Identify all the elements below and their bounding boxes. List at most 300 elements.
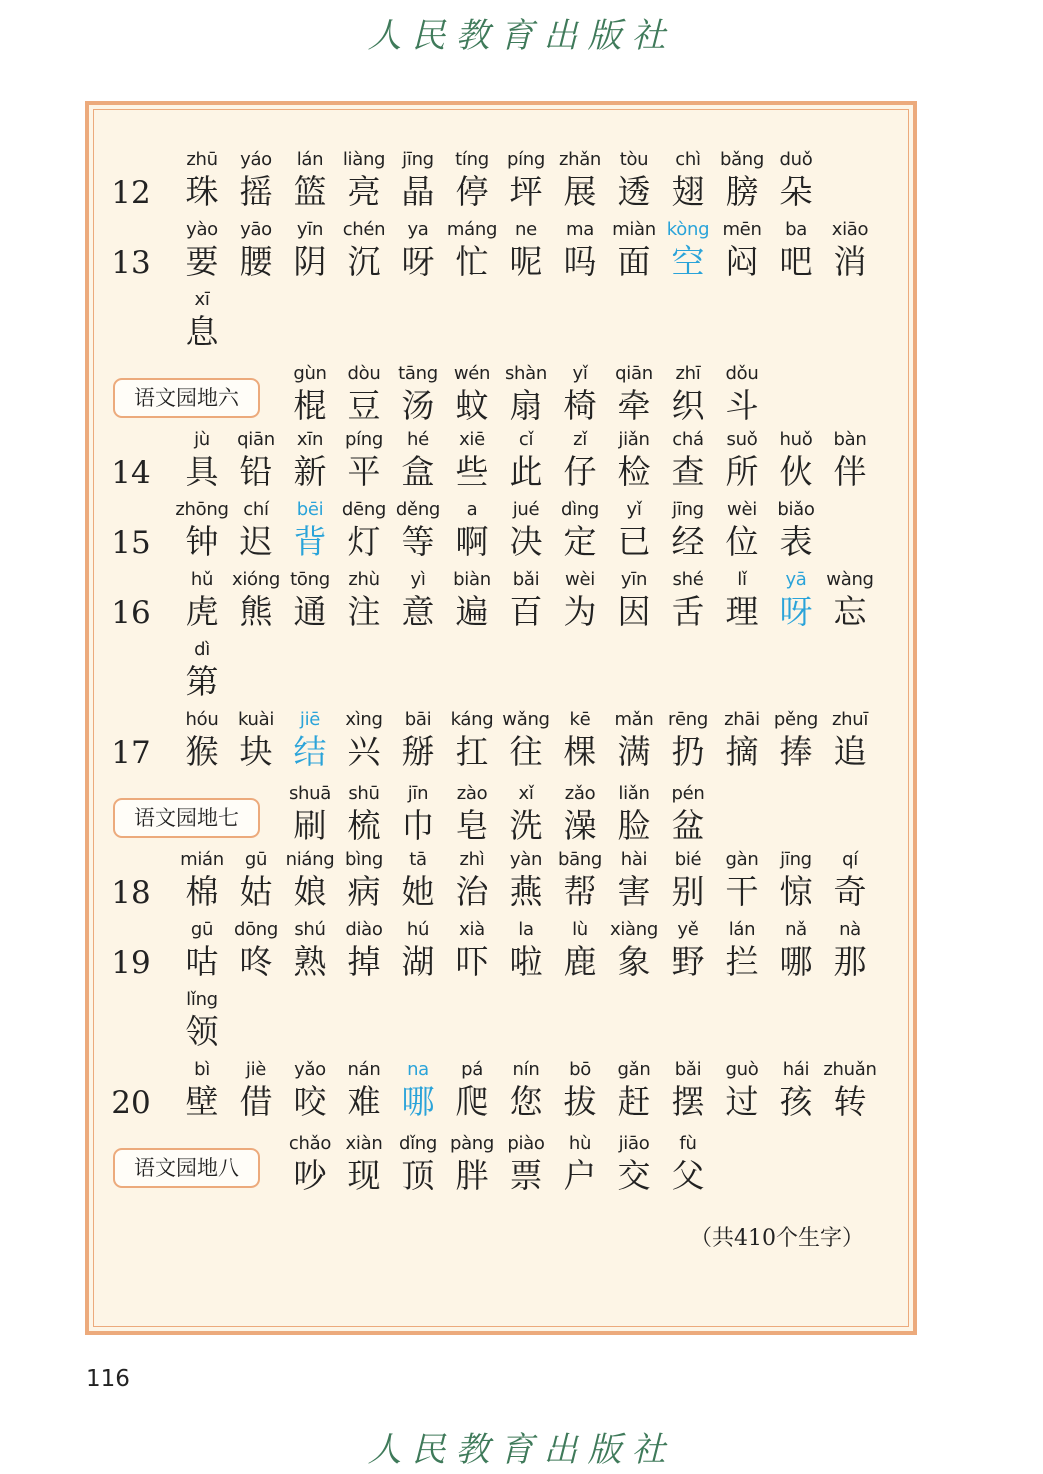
character-entry bbox=[552, 568, 608, 632]
character-entry bbox=[228, 148, 284, 212]
character-entry bbox=[660, 1058, 716, 1122]
character-entry bbox=[282, 918, 338, 982]
hanzi: 吵 bbox=[293, 1156, 327, 1195]
character-entry bbox=[390, 1132, 446, 1196]
pinyin: diào bbox=[345, 919, 383, 940]
character-entry bbox=[768, 708, 824, 772]
character-entry bbox=[552, 708, 608, 772]
character-entry bbox=[768, 568, 824, 632]
pinyin: zhōng bbox=[175, 499, 229, 520]
pinyin: děng bbox=[395, 499, 441, 520]
pinyin: ne bbox=[515, 219, 537, 240]
hanzi: 棍 bbox=[293, 386, 327, 425]
character-entry bbox=[552, 848, 608, 912]
character-entry bbox=[390, 918, 446, 982]
hanzi: 呢 bbox=[509, 242, 543, 281]
pinyin: jiè bbox=[245, 1059, 267, 1080]
pinyin: dǐng bbox=[398, 1133, 438, 1154]
pinyin: shú bbox=[294, 919, 326, 940]
hanzi: 摆 bbox=[671, 1082, 705, 1121]
hanzi: 别 bbox=[671, 872, 705, 911]
character-entry bbox=[714, 708, 770, 772]
pinyin: pá bbox=[461, 1059, 483, 1080]
hanzi: 壁 bbox=[185, 1082, 219, 1121]
pinyin: cǐ bbox=[518, 429, 534, 450]
character-entry bbox=[228, 708, 284, 772]
character-entry bbox=[228, 848, 284, 912]
pinyin: hǔ bbox=[190, 569, 214, 590]
pinyin: wǎng bbox=[502, 709, 550, 730]
hanzi: 豆 bbox=[347, 386, 381, 425]
hanzi: 巾 bbox=[401, 806, 435, 845]
section-badge: 语文园地六 bbox=[113, 378, 260, 418]
pinyin: káng bbox=[450, 709, 494, 730]
hanzi: 盒 bbox=[401, 452, 435, 491]
character-entry bbox=[606, 498, 662, 562]
character-entry bbox=[660, 568, 716, 632]
character-entry bbox=[660, 848, 716, 912]
hanzi: 面 bbox=[617, 242, 651, 281]
character-entry bbox=[498, 362, 554, 426]
hanzi: 野 bbox=[671, 942, 705, 981]
hanzi: 害 bbox=[617, 872, 651, 911]
hanzi: 吓 bbox=[455, 942, 489, 981]
character-entry bbox=[336, 148, 392, 212]
hanzi: 往 bbox=[509, 732, 543, 771]
hanzi: 检 bbox=[617, 452, 651, 491]
character-entry bbox=[336, 1132, 392, 1196]
hanzi: 摘 bbox=[725, 732, 759, 771]
pinyin: gū bbox=[190, 919, 214, 940]
character-entry bbox=[390, 428, 446, 492]
character-entry bbox=[174, 988, 230, 1052]
hanzi: 熊 bbox=[239, 592, 273, 631]
hanzi: 呀 bbox=[401, 242, 435, 281]
pinyin: zhuǎn bbox=[823, 1059, 877, 1080]
hanzi: 腰 bbox=[239, 242, 273, 281]
pinyin: zhuī bbox=[831, 709, 869, 730]
character-entry bbox=[768, 498, 824, 562]
character-entry bbox=[498, 1132, 554, 1196]
character-entry bbox=[822, 918, 878, 982]
hanzi: 位 bbox=[725, 522, 759, 561]
pinyin: a bbox=[466, 499, 478, 520]
character-entry bbox=[660, 148, 716, 212]
hanzi: 息 bbox=[185, 312, 219, 351]
hanzi: 空 bbox=[671, 242, 705, 281]
pinyin: kuài bbox=[237, 709, 275, 730]
pinyin: chá bbox=[672, 429, 704, 450]
pinyin: lán bbox=[296, 149, 324, 170]
pinyin: dòu bbox=[347, 363, 381, 384]
character-entry bbox=[498, 1058, 554, 1122]
hanzi: 胖 bbox=[455, 1156, 489, 1195]
pinyin: yǐ bbox=[626, 499, 642, 520]
character-entry bbox=[606, 848, 662, 912]
pinyin: jué bbox=[512, 499, 540, 520]
hanzi: 洗 bbox=[509, 806, 543, 845]
pinyin: pàng bbox=[449, 1133, 495, 1154]
lesson-number: 20 bbox=[111, 1085, 151, 1121]
character-entry bbox=[390, 1058, 446, 1122]
pinyin: fù bbox=[679, 1133, 697, 1154]
pinyin: zào bbox=[456, 783, 488, 804]
pinyin: zhì bbox=[459, 849, 485, 870]
character-entry bbox=[606, 918, 662, 982]
character-entry bbox=[336, 498, 392, 562]
pinyin: jiǎn bbox=[618, 429, 650, 450]
character-entry bbox=[606, 218, 662, 282]
character-entry bbox=[714, 848, 770, 912]
hanzi: 咕 bbox=[185, 942, 219, 981]
pinyin: yàn bbox=[509, 849, 543, 870]
character-entry bbox=[390, 782, 446, 846]
pinyin: shé bbox=[672, 569, 704, 590]
character-entry bbox=[822, 848, 878, 912]
character-entry bbox=[282, 782, 338, 846]
character-entry bbox=[498, 148, 554, 212]
character-entry bbox=[768, 148, 824, 212]
pinyin: mián bbox=[180, 849, 224, 870]
hanzi: 迟 bbox=[239, 522, 273, 561]
pinyin: ma bbox=[566, 219, 594, 240]
character-entry bbox=[390, 568, 446, 632]
character-entry bbox=[498, 708, 554, 772]
hanzi: 娘 bbox=[293, 872, 327, 911]
hanzi: 啦 bbox=[509, 942, 543, 981]
character-entry bbox=[498, 218, 554, 282]
hanzi: 晶 bbox=[401, 172, 435, 211]
character-entry bbox=[174, 148, 230, 212]
pinyin: yáo bbox=[240, 149, 272, 170]
hanzi: 伙 bbox=[779, 452, 813, 491]
hanzi: 奇 bbox=[833, 872, 867, 911]
lesson-number: 15 bbox=[111, 525, 151, 561]
pinyin: zhǎn bbox=[558, 149, 602, 170]
hanzi: 领 bbox=[185, 1012, 219, 1051]
hanzi: 兴 bbox=[347, 732, 381, 771]
pinyin: qiān bbox=[237, 429, 275, 450]
character-entry bbox=[444, 782, 500, 846]
hanzi: 闷 bbox=[725, 242, 759, 281]
character-entry bbox=[174, 638, 230, 702]
character-entry bbox=[336, 218, 392, 282]
lesson-number: 13 bbox=[111, 245, 151, 281]
hanzi: 燕 bbox=[509, 872, 543, 911]
character-entry bbox=[552, 918, 608, 982]
character-entry bbox=[498, 498, 554, 562]
hanzi: 哪 bbox=[401, 1082, 435, 1121]
pinyin: jīn bbox=[407, 783, 429, 804]
pinyin: tòu bbox=[619, 149, 649, 170]
section-badge: 语文园地八 bbox=[113, 1148, 260, 1188]
pinyin: xǐ bbox=[518, 783, 534, 804]
pinyin: gùn bbox=[293, 363, 327, 384]
character-entry bbox=[552, 1058, 608, 1122]
hanzi: 吗 bbox=[563, 242, 597, 281]
hanzi: 结 bbox=[293, 732, 327, 771]
hanzi: 现 bbox=[347, 1156, 381, 1195]
hanzi: 借 bbox=[239, 1082, 273, 1121]
hanzi: 朵 bbox=[779, 172, 813, 211]
pinyin: qí bbox=[842, 849, 858, 870]
hanzi: 澡 bbox=[563, 806, 597, 845]
hanzi: 铅 bbox=[239, 452, 273, 491]
pinyin: yā bbox=[785, 569, 807, 590]
character-entry bbox=[444, 148, 500, 212]
character-entry bbox=[498, 848, 554, 912]
pinyin: dōng bbox=[233, 919, 279, 940]
pinyin: nán bbox=[347, 1059, 381, 1080]
hanzi: 平 bbox=[347, 452, 381, 491]
hanzi: 湖 bbox=[401, 942, 435, 981]
hanzi: 等 bbox=[401, 522, 435, 561]
hanzi: 消 bbox=[833, 242, 867, 281]
pinyin: mēn bbox=[722, 219, 762, 240]
hanzi: 治 bbox=[455, 872, 489, 911]
character-entry bbox=[714, 498, 770, 562]
character-entry bbox=[444, 362, 500, 426]
hanzi: 拔 bbox=[563, 1082, 597, 1121]
character-entry bbox=[228, 918, 284, 982]
character-entry bbox=[552, 782, 608, 846]
hanzi: 虎 bbox=[185, 592, 219, 631]
character-entry bbox=[282, 498, 338, 562]
hanzi: 掉 bbox=[347, 942, 381, 981]
pinyin: yì bbox=[410, 569, 426, 590]
hanzi: 所 bbox=[725, 452, 759, 491]
character-entry bbox=[606, 362, 662, 426]
hanzi: 交 bbox=[617, 1156, 651, 1195]
hanzi: 仔 bbox=[563, 452, 597, 491]
character-entry bbox=[498, 782, 554, 846]
hanzi: 百 bbox=[509, 592, 543, 631]
hanzi: 扇 bbox=[509, 386, 543, 425]
pinyin: dì bbox=[194, 639, 210, 660]
hanzi: 定 bbox=[563, 522, 597, 561]
pinyin: dēng bbox=[341, 499, 387, 520]
pinyin: xīn bbox=[296, 429, 324, 450]
pinyin: jiāo bbox=[618, 1133, 650, 1154]
hanzi: 刷 bbox=[293, 806, 327, 845]
character-entry bbox=[822, 708, 878, 772]
pinyin: wàng bbox=[826, 569, 874, 590]
character-entry bbox=[174, 218, 230, 282]
hanzi: 象 bbox=[617, 942, 651, 981]
character-entry bbox=[174, 568, 230, 632]
lesson-number: 12 bbox=[111, 175, 151, 211]
pinyin: bǎi bbox=[512, 569, 540, 590]
hanzi: 要 bbox=[185, 242, 219, 281]
hanzi: 咬 bbox=[293, 1082, 327, 1121]
pinyin: niáng bbox=[285, 849, 335, 870]
pinyin: huǒ bbox=[779, 429, 813, 450]
character-entry bbox=[552, 218, 608, 282]
hanzi: 阴 bbox=[293, 242, 327, 281]
pinyin: pěng bbox=[773, 709, 819, 730]
pinyin: chì bbox=[675, 149, 701, 170]
character-entry bbox=[606, 708, 662, 772]
pinyin: xī bbox=[194, 289, 210, 310]
pinyin: lǐng bbox=[186, 989, 218, 1010]
character-entry bbox=[444, 218, 500, 282]
hanzi: 拦 bbox=[725, 942, 759, 981]
hanzi: 棉 bbox=[185, 872, 219, 911]
character-entry bbox=[444, 1058, 500, 1122]
character-entry bbox=[228, 498, 284, 562]
hanzi: 吧 bbox=[779, 242, 813, 281]
pinyin: hóu bbox=[185, 709, 219, 730]
pinyin: ba bbox=[785, 219, 807, 240]
pinyin: píng bbox=[344, 429, 384, 450]
pinyin: jīng bbox=[402, 149, 434, 170]
hanzi: 舌 bbox=[671, 592, 705, 631]
pinyin: xià bbox=[459, 919, 485, 940]
pinyin: bāng bbox=[557, 849, 603, 870]
hanzi: 篮 bbox=[293, 172, 327, 211]
character-entry bbox=[282, 568, 338, 632]
lesson-number: 16 bbox=[111, 595, 151, 631]
character-entry bbox=[660, 428, 716, 492]
pinyin: hé bbox=[407, 429, 429, 450]
character-entry bbox=[174, 848, 230, 912]
character-entry bbox=[660, 1132, 716, 1196]
pinyin: tā bbox=[409, 849, 427, 870]
hanzi: 理 bbox=[725, 592, 759, 631]
character-entry bbox=[282, 1132, 338, 1196]
hanzi: 新 bbox=[293, 452, 327, 491]
pinyin: yāo bbox=[240, 219, 272, 240]
character-entry bbox=[282, 848, 338, 912]
pinyin: xìng bbox=[345, 709, 383, 730]
character-entry bbox=[336, 568, 392, 632]
hanzi: 织 bbox=[671, 386, 705, 425]
pinyin: jiē bbox=[299, 709, 321, 730]
hanzi: 已 bbox=[617, 522, 651, 561]
pinyin: hù bbox=[568, 1133, 592, 1154]
hanzi: 翅 bbox=[671, 172, 705, 211]
pinyin: dǒu bbox=[725, 363, 759, 384]
pinyin: mǎn bbox=[614, 709, 654, 730]
hanzi: 表 bbox=[779, 522, 813, 561]
hanzi: 为 bbox=[563, 592, 597, 631]
hanzi: 此 bbox=[509, 452, 543, 491]
character-entry bbox=[606, 148, 662, 212]
pinyin: xiē bbox=[459, 429, 485, 450]
hanzi: 过 bbox=[725, 1082, 759, 1121]
character-entry bbox=[336, 362, 392, 426]
character-entry bbox=[228, 568, 284, 632]
hanzi: 坪 bbox=[509, 172, 543, 211]
character-entry bbox=[768, 428, 824, 492]
pinyin: yīn bbox=[620, 569, 648, 590]
pinyin: nà bbox=[839, 919, 861, 940]
character-entry bbox=[174, 498, 230, 562]
character-entry bbox=[606, 1058, 662, 1122]
character-entry bbox=[282, 362, 338, 426]
character-entry bbox=[282, 428, 338, 492]
section-badge: 语文园地七 bbox=[113, 798, 260, 838]
hanzi: 梳 bbox=[347, 806, 381, 845]
hanzi: 转 bbox=[833, 1082, 867, 1121]
character-entry bbox=[768, 848, 824, 912]
pinyin: zhū bbox=[186, 149, 218, 170]
hanzi: 孩 bbox=[779, 1082, 813, 1121]
character-entry bbox=[390, 848, 446, 912]
character-entry bbox=[174, 708, 230, 772]
hanzi: 具 bbox=[185, 452, 219, 491]
character-entry bbox=[390, 708, 446, 772]
hanzi: 膀 bbox=[725, 172, 759, 211]
lesson-number: 17 bbox=[111, 735, 151, 771]
hanzi: 展 bbox=[563, 172, 597, 211]
pinyin: tōng bbox=[290, 569, 330, 590]
character-entry bbox=[336, 428, 392, 492]
hanzi: 那 bbox=[833, 942, 867, 981]
pinyin: bì bbox=[194, 1059, 210, 1080]
hanzi: 捧 bbox=[779, 732, 813, 771]
pinyin: guò bbox=[725, 1059, 759, 1080]
hanzi: 难 bbox=[347, 1082, 381, 1121]
pinyin: bié bbox=[674, 849, 702, 870]
hanzi: 椅 bbox=[563, 386, 597, 425]
pinyin: lǐ bbox=[737, 569, 747, 590]
lesson-number: 18 bbox=[111, 875, 151, 911]
pinyin: yīn bbox=[296, 219, 324, 240]
hanzi: 遍 bbox=[455, 592, 489, 631]
pinyin: qiān bbox=[615, 363, 653, 384]
pinyin: yǐ bbox=[572, 363, 588, 384]
pinyin: hái bbox=[782, 1059, 810, 1080]
pinyin: yě bbox=[677, 919, 699, 940]
hanzi: 经 bbox=[671, 522, 705, 561]
hanzi: 因 bbox=[617, 592, 651, 631]
hanzi: 通 bbox=[293, 592, 327, 631]
page-number: 116 bbox=[86, 1366, 130, 1392]
hanzi: 猴 bbox=[185, 732, 219, 771]
hanzi: 亮 bbox=[347, 172, 381, 211]
hanzi: 她 bbox=[401, 872, 435, 911]
hanzi: 脸 bbox=[617, 806, 651, 845]
hanzi: 熟 bbox=[293, 942, 327, 981]
pinyin: hài bbox=[620, 849, 648, 870]
lesson-number: 14 bbox=[111, 455, 151, 491]
pinyin: shàn bbox=[504, 363, 548, 384]
pinyin: dìng bbox=[560, 499, 600, 520]
pinyin: zǐ bbox=[573, 429, 587, 450]
character-entry bbox=[444, 428, 500, 492]
character-entry bbox=[336, 918, 392, 982]
pinyin: shū bbox=[348, 783, 380, 804]
pinyin: yǎo bbox=[294, 1059, 326, 1080]
pinyin: zhī bbox=[675, 363, 701, 384]
character-entry bbox=[336, 848, 392, 912]
hanzi: 珠 bbox=[185, 172, 219, 211]
character-entry bbox=[552, 148, 608, 212]
pinyin: tíng bbox=[455, 149, 489, 170]
hanzi: 惊 bbox=[779, 872, 813, 911]
hanzi: 查 bbox=[671, 452, 705, 491]
hanzi: 票 bbox=[509, 1156, 543, 1195]
character-entry bbox=[768, 918, 824, 982]
character-entry bbox=[714, 218, 770, 282]
character-entry bbox=[660, 708, 716, 772]
pinyin: xióng bbox=[231, 569, 280, 590]
hanzi: 赶 bbox=[617, 1082, 651, 1121]
pinyin: bāi bbox=[404, 709, 432, 730]
hanzi: 棵 bbox=[563, 732, 597, 771]
hanzi: 灯 bbox=[347, 522, 381, 561]
